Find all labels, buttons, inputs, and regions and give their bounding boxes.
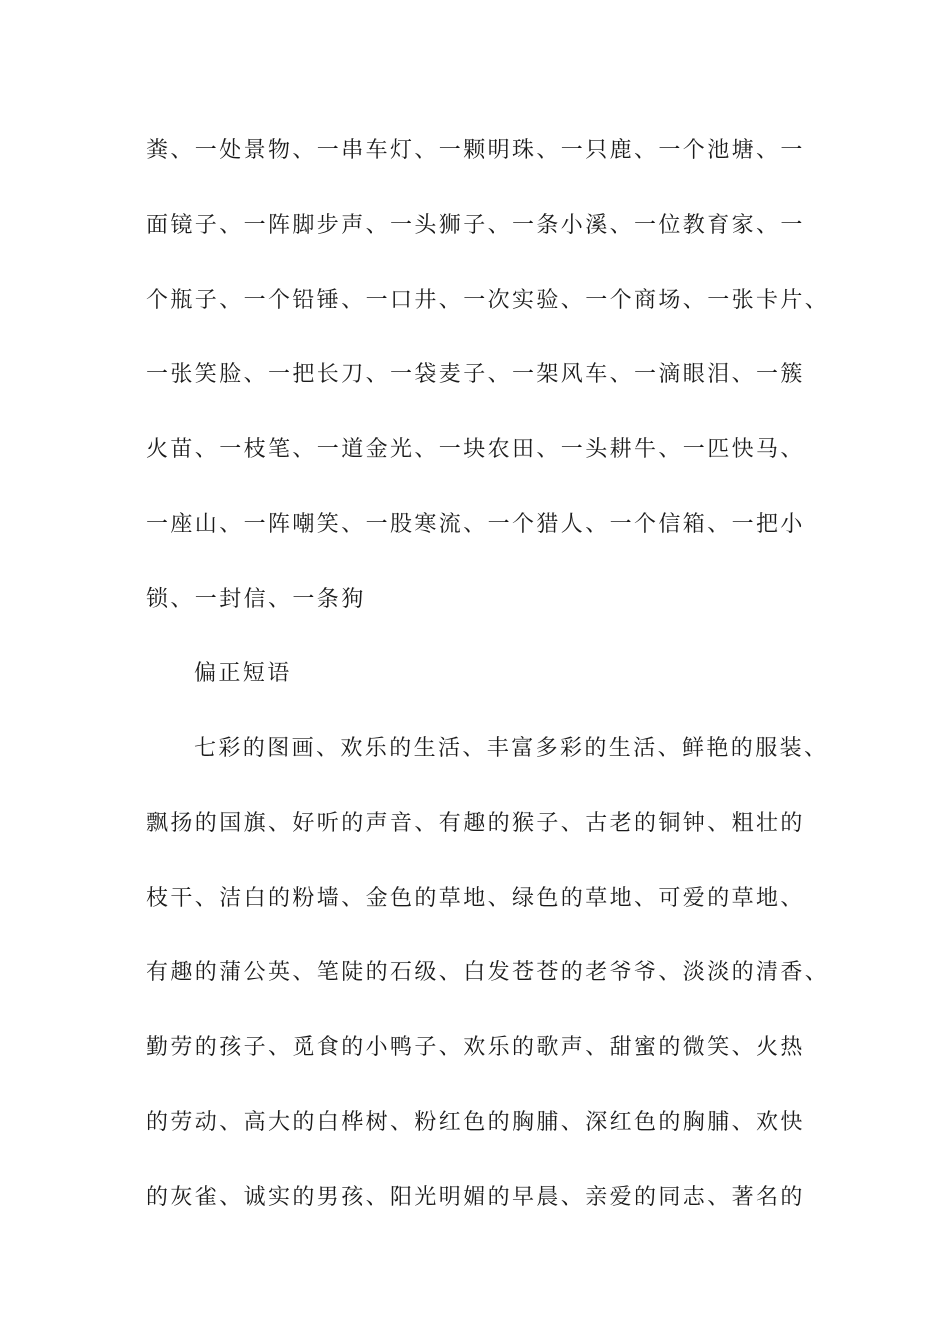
text-line-11: 枝干、洁白的粉墙、金色的草地、绿色的草地、可爱的草地、 [146, 886, 805, 911]
section-heading: 偏正短语 [194, 661, 292, 686]
text-line-10: 飘扬的国旗、好听的声音、有趣的猴子、古老的铜钟、粗壮的 [146, 811, 805, 836]
text-line-7: 锁、一封信、一条狗 [146, 587, 366, 612]
text-line-4: 一张笑脸、一把长刀、一袋麦子、一架风车、一滴眼泪、一簇 [146, 362, 805, 387]
text-line-1: 粪、一处景物、一串车灯、一颗明珠、一只鹿、一个池塘、一 [146, 138, 805, 163]
text-line-14: 的劳动、高大的白桦树、粉红色的胸脯、深红色的胸脯、欢快 [146, 1110, 805, 1135]
text-line-3: 个瓶子、一个铅锤、一口井、一次实验、一个商场、一张卡片、 [146, 288, 830, 313]
text-line-12: 有趣的蒲公英、笔陡的石级、白发苍苍的老爷爷、淡淡的清香、 [146, 960, 830, 985]
text-line-5: 火苗、一枝笔、一道金光、一块农田、一头耕牛、一匹快马、 [146, 437, 805, 462]
text-line-2: 面镜子、一阵脚步声、一头狮子、一条小溪、一位教育家、一 [146, 213, 805, 238]
text-line-15: 的灰雀、诚实的男孩、阳光明媚的早晨、亲爱的同志、著名的 [146, 1185, 805, 1210]
text-line-13: 勤劳的孩子、觅食的小鸭子、欢乐的歌声、甜蜜的微笑、火热 [146, 1035, 805, 1060]
text-line-6: 一座山、一阵嘲笑、一股寒流、一个猎人、一个信箱、一把小 [146, 512, 805, 537]
text-line-9: 七彩的图画、欢乐的生活、丰富多彩的生活、鲜艳的服装、 [194, 736, 829, 761]
